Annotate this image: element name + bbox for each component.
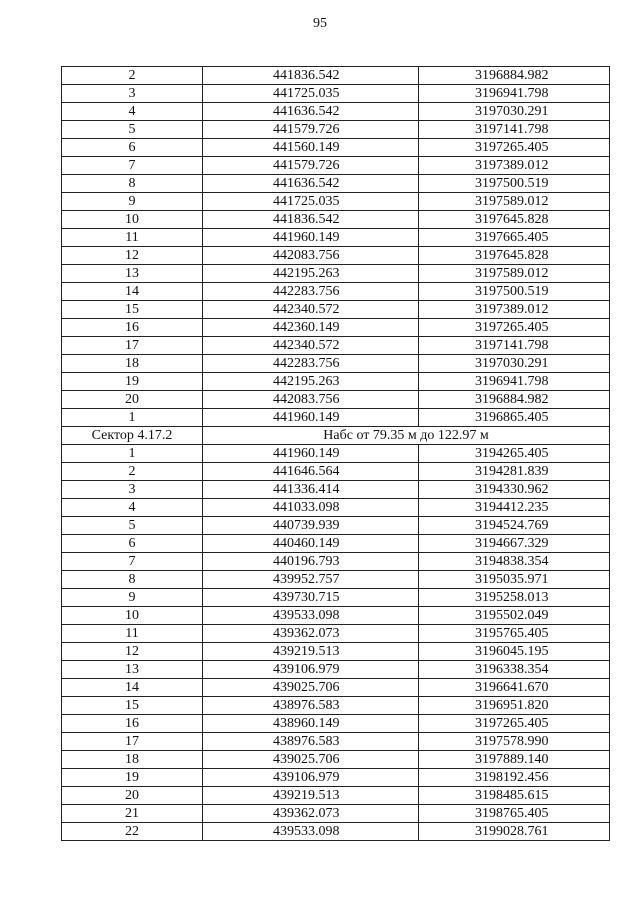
y-coordinate: 3199028.761 [419,823,610,841]
y-coordinate: 3194281.839 [419,463,610,481]
sector-4-17-1-rows [62,67,610,427]
table-row [62,265,610,283]
y-coordinate: 3197500.519 [419,283,610,301]
table-row [62,157,610,175]
y-coordinate: 3194412.235 [419,499,610,517]
y-coordinate: 3197589.012 [419,193,610,211]
table-row [62,247,610,265]
y-coordinate: 3197889.140 [419,751,610,769]
x-coordinate: 439533.098 [203,607,419,625]
y-coordinate: 3195765.405 [419,625,610,643]
x-coordinate: 439025.706 [203,751,419,769]
page-number: 95 [313,16,327,31]
point-number: 19 [62,373,203,391]
point-number: 12 [62,247,203,265]
x-coordinate: 442083.756 [203,247,419,265]
table-row [62,607,610,625]
point-number: 17 [62,733,203,751]
table-row [62,481,610,499]
point-number: 4 [62,499,203,517]
point-number: 22 [62,823,203,841]
table-row [62,643,610,661]
point-number: 14 [62,679,203,697]
x-coordinate: 439025.706 [203,679,419,697]
table-row [62,121,610,139]
x-coordinate: 441836.542 [203,211,419,229]
table-row [62,751,610,769]
table-row [62,463,610,481]
point-number: 21 [62,805,203,823]
table-row [62,85,610,103]
y-coordinate: 3197645.828 [419,211,610,229]
point-number: 7 [62,157,203,175]
table-row [62,103,610,121]
table-row [62,355,610,373]
x-coordinate: 441336.414 [203,481,419,499]
table-row [62,805,610,823]
table-row [62,679,610,697]
x-coordinate: 439952.757 [203,571,419,589]
y-coordinate: 3198485.615 [419,787,610,805]
point-number: 9 [62,589,203,607]
y-coordinate: 3194838.354 [419,553,610,571]
point-number: 10 [62,211,203,229]
point-number: 16 [62,319,203,337]
table-row [62,715,610,733]
point-number: 19 [62,769,203,787]
point-number: 1 [62,445,203,463]
y-coordinate: 3196941.798 [419,85,610,103]
x-coordinate: 441579.726 [203,121,419,139]
table-row [62,283,610,301]
y-coordinate: 3197141.798 [419,121,610,139]
table-row [62,517,610,535]
y-coordinate: 3197030.291 [419,103,610,121]
table-row [62,373,610,391]
table-row [62,337,610,355]
point-number: 1 [62,409,203,427]
y-coordinate: 3194330.962 [419,481,610,499]
y-coordinate: 3196884.982 [419,391,610,409]
y-coordinate: 3198192.456 [419,769,610,787]
point-number: 4 [62,103,203,121]
sector-label: Сектор 4.17.2 [62,427,203,445]
y-coordinate: 3196045.195 [419,643,610,661]
table-row [62,787,610,805]
point-number: 3 [62,85,203,103]
table-row [62,733,610,751]
y-coordinate: 3197500.519 [419,175,610,193]
y-coordinate: 3197265.405 [419,319,610,337]
point-number: 15 [62,301,203,319]
point-number: 2 [62,463,203,481]
table-row [62,823,610,841]
x-coordinate: 442195.263 [203,265,419,283]
sector-height-range: Набс от 79.35 м до 122.97 м [203,427,610,445]
y-coordinate: 3197389.012 [419,301,610,319]
x-coordinate: 439730.715 [203,589,419,607]
y-coordinate: 3197578.990 [419,733,610,751]
x-coordinate: 441725.035 [203,85,419,103]
y-coordinate: 3194667.329 [419,535,610,553]
x-coordinate: 441636.542 [203,103,419,121]
y-coordinate: 3197665.405 [419,229,610,247]
point-number: 15 [62,697,203,715]
y-coordinate: 3194524.769 [419,517,610,535]
table-row [62,571,610,589]
x-coordinate: 440460.149 [203,535,419,553]
x-coordinate: 440196.793 [203,553,419,571]
x-coordinate: 439219.513 [203,643,419,661]
point-number: 20 [62,787,203,805]
point-number: 11 [62,229,203,247]
x-coordinate: 441836.542 [203,67,419,85]
point-number: 10 [62,607,203,625]
point-number: 9 [62,193,203,211]
table-row [62,553,610,571]
y-coordinate: 3196641.670 [419,679,610,697]
point-number: 18 [62,355,203,373]
point-number: 11 [62,625,203,643]
table-row [62,391,610,409]
y-coordinate: 3198765.405 [419,805,610,823]
y-coordinate: 3197030.291 [419,355,610,373]
point-number: 18 [62,751,203,769]
table-row [62,535,610,553]
y-coordinate: 3195502.049 [419,607,610,625]
point-number: 20 [62,391,203,409]
x-coordinate: 441646.564 [203,463,419,481]
x-coordinate: 442083.756 [203,391,419,409]
x-coordinate: 438960.149 [203,715,419,733]
table-row [62,229,610,247]
x-coordinate: 442360.149 [203,319,419,337]
sector-header-row [62,427,610,445]
x-coordinate: 442195.263 [203,373,419,391]
y-coordinate: 3194265.405 [419,445,610,463]
x-coordinate: 442283.756 [203,355,419,373]
table-row [62,319,610,337]
table-row [62,499,610,517]
point-number: 3 [62,481,203,499]
table-row [62,193,610,211]
table-row [62,445,610,463]
x-coordinate: 438976.583 [203,733,419,751]
table-row [62,175,610,193]
y-coordinate: 3196865.405 [419,409,610,427]
point-number: 13 [62,661,203,679]
y-coordinate: 3197265.405 [419,715,610,733]
x-coordinate: 439362.073 [203,625,419,643]
table-row [62,409,610,427]
point-number: 7 [62,553,203,571]
point-number: 16 [62,715,203,733]
y-coordinate: 3195258.013 [419,589,610,607]
point-number: 5 [62,121,203,139]
y-coordinate: 3196941.798 [419,373,610,391]
x-coordinate: 441636.542 [203,175,419,193]
x-coordinate: 441960.149 [203,409,419,427]
x-coordinate: 440739.939 [203,517,419,535]
table-row [62,697,610,715]
y-coordinate: 3196338.354 [419,661,610,679]
point-number: 2 [62,67,203,85]
table-row [62,625,610,643]
y-coordinate: 3197389.012 [419,157,610,175]
x-coordinate: 441960.149 [203,229,419,247]
table-row [62,211,610,229]
point-number: 17 [62,337,203,355]
x-coordinate: 441960.149 [203,445,419,463]
y-coordinate: 3197645.828 [419,247,610,265]
table-row [62,139,610,157]
x-coordinate: 442340.572 [203,301,419,319]
point-number: 13 [62,265,203,283]
y-coordinate: 3196884.982 [419,67,610,85]
point-number: 8 [62,175,203,193]
x-coordinate: 439219.513 [203,787,419,805]
sector-header [62,427,610,445]
x-coordinate: 441579.726 [203,157,419,175]
table-row [62,661,610,679]
x-coordinate: 439106.979 [203,769,419,787]
coordinates-table [61,66,610,841]
y-coordinate: 3195035.971 [419,571,610,589]
point-number: 14 [62,283,203,301]
table-row [62,67,610,85]
y-coordinate: 3197265.405 [419,139,610,157]
y-coordinate: 3197589.012 [419,265,610,283]
x-coordinate: 441033.098 [203,499,419,517]
sector-4-17-2-rows [62,445,610,841]
x-coordinate: 441725.035 [203,193,419,211]
point-number: 5 [62,517,203,535]
x-coordinate: 438976.583 [203,697,419,715]
point-number: 8 [62,571,203,589]
x-coordinate: 439533.098 [203,823,419,841]
y-coordinate: 3196951.820 [419,697,610,715]
x-coordinate: 442340.572 [203,337,419,355]
x-coordinate: 441560.149 [203,139,419,157]
x-coordinate: 439106.979 [203,661,419,679]
table-row [62,301,610,319]
point-number: 6 [62,139,203,157]
point-number: 12 [62,643,203,661]
table-row [62,769,610,787]
x-coordinate: 442283.756 [203,283,419,301]
y-coordinate: 3197141.798 [419,337,610,355]
x-coordinate: 439362.073 [203,805,419,823]
table-row [62,589,610,607]
point-number: 6 [62,535,203,553]
